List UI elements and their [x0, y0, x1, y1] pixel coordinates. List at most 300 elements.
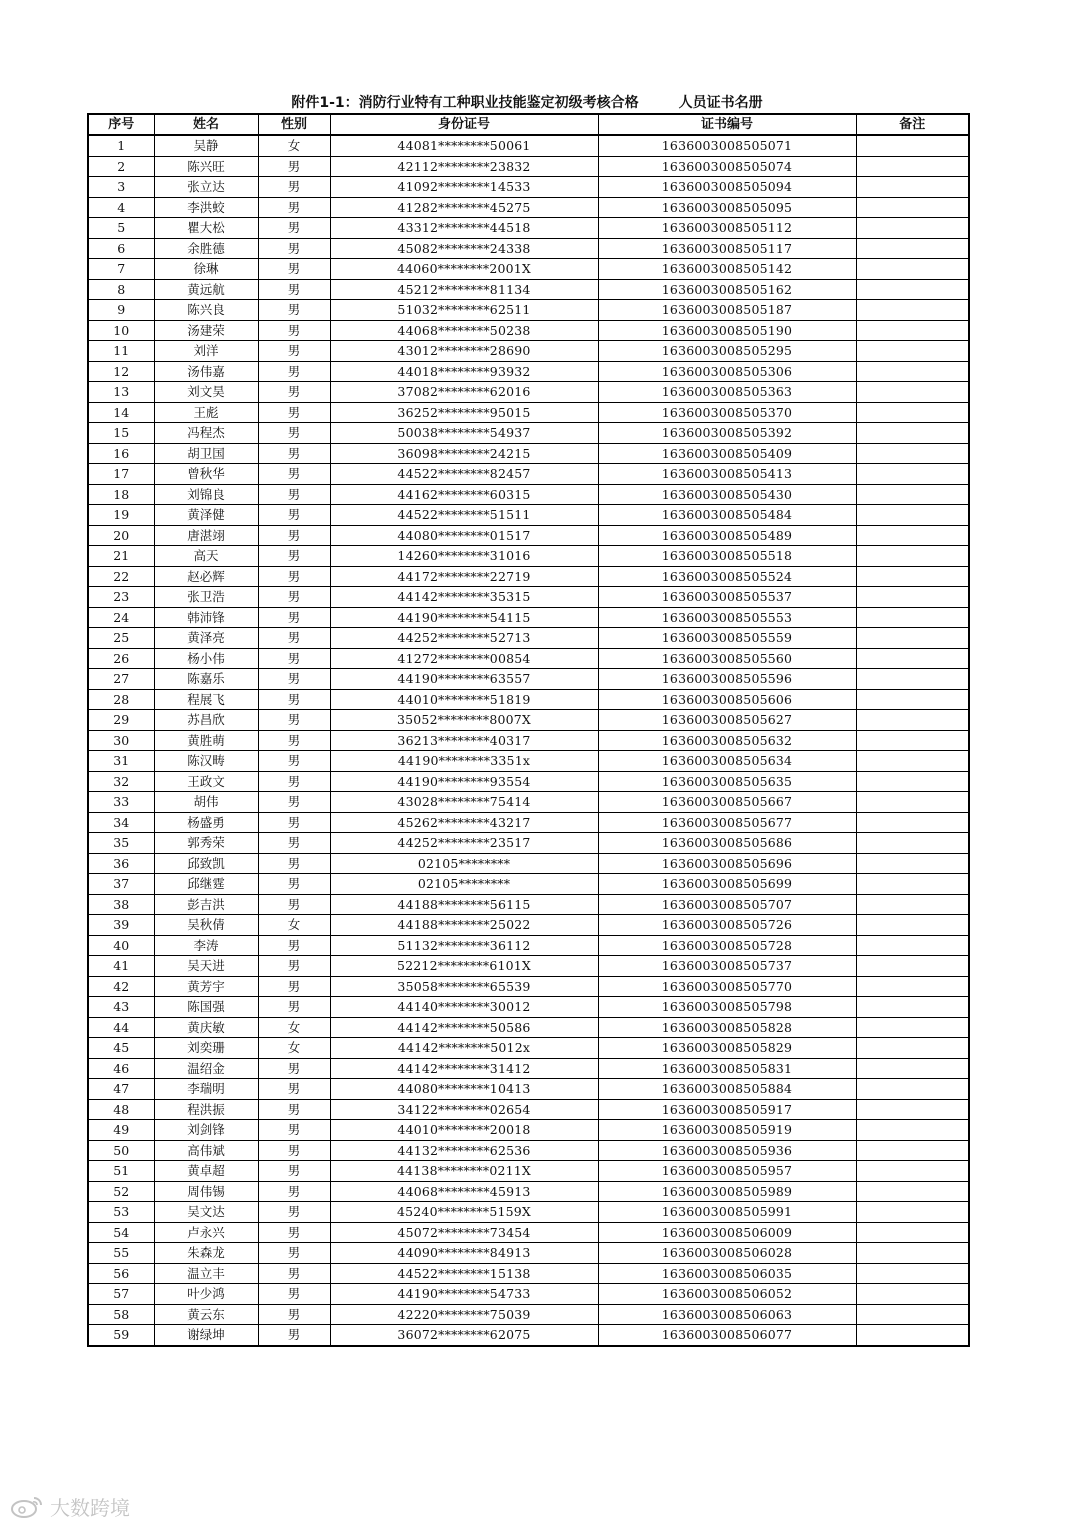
certificate-number: 1636003008505306	[598, 361, 856, 382]
row-index: 20	[88, 525, 154, 546]
remarks	[856, 1325, 969, 1346]
id-number: 44090********84913	[330, 1243, 598, 1264]
table-row	[88, 730, 969, 751]
table-row	[88, 751, 969, 772]
id-number: 44018********93932	[330, 361, 598, 382]
certificate-number: 1636003008505071	[598, 135, 856, 156]
certificate-number: 1636003008505829	[598, 1038, 856, 1059]
person-name: 程洪振	[154, 1099, 258, 1120]
row-index: 16	[88, 443, 154, 464]
certificate-number: 1636003008505696	[598, 853, 856, 874]
table-row	[88, 792, 969, 813]
remarks	[856, 853, 969, 874]
person-name: 徐琳	[154, 259, 258, 280]
gender: 男	[258, 771, 330, 792]
row-index: 21	[88, 546, 154, 567]
remarks	[856, 259, 969, 280]
header-index: 序号	[88, 114, 154, 135]
table-row	[88, 1079, 969, 1100]
table-row	[88, 1325, 969, 1346]
table-row	[88, 279, 969, 300]
gender: 男	[258, 525, 330, 546]
certificate-number: 1636003008505190	[598, 320, 856, 341]
table-row	[88, 135, 969, 156]
certificate-number: 1636003008505667	[598, 792, 856, 813]
person-name: 赵必辉	[154, 566, 258, 587]
row-index: 13	[88, 382, 154, 403]
person-name: 吴文达	[154, 1202, 258, 1223]
certificate-number: 1636003008505798	[598, 997, 856, 1018]
person-name: 胡伟	[154, 792, 258, 813]
id-number: 43028********75414	[330, 792, 598, 813]
row-index: 34	[88, 812, 154, 833]
remarks	[856, 402, 969, 423]
gender: 男	[258, 197, 330, 218]
remarks	[856, 1161, 969, 1182]
certificate-number: 1636003008505770	[598, 976, 856, 997]
certificate-number: 1636003008505489	[598, 525, 856, 546]
gender: 男	[258, 566, 330, 587]
gender: 男	[258, 320, 330, 341]
person-name: 叶少鸿	[154, 1284, 258, 1305]
row-index: 57	[88, 1284, 154, 1305]
certificate-number: 1636003008505112	[598, 218, 856, 239]
gender: 男	[258, 935, 330, 956]
remarks	[856, 587, 969, 608]
row-index: 8	[88, 279, 154, 300]
person-name: 黄胜萌	[154, 730, 258, 751]
id-number: 52212********6101X	[330, 956, 598, 977]
table-row	[88, 915, 969, 936]
header-gender: 性别	[258, 114, 330, 135]
table-row	[88, 443, 969, 464]
row-index: 22	[88, 566, 154, 587]
person-name: 杨盛勇	[154, 812, 258, 833]
row-index: 50	[88, 1140, 154, 1161]
gender: 男	[258, 546, 330, 567]
remarks	[856, 976, 969, 997]
id-number: 44172********22719	[330, 566, 598, 587]
id-number: 44188********56115	[330, 894, 598, 915]
id-number: 45262********43217	[330, 812, 598, 833]
remarks	[856, 546, 969, 567]
gender: 男	[258, 1079, 330, 1100]
gender: 女	[258, 1017, 330, 1038]
table-row	[88, 1284, 969, 1305]
certificate-number: 1636003008505187	[598, 300, 856, 321]
gender: 男	[258, 177, 330, 198]
remarks	[856, 730, 969, 751]
certificate-number: 1636003008505074	[598, 156, 856, 177]
id-number: 44060********2001X	[330, 259, 598, 280]
person-name: 郭秀荣	[154, 833, 258, 854]
table-row	[88, 546, 969, 567]
table-row	[88, 853, 969, 874]
id-number: 44522********51511	[330, 505, 598, 526]
remarks	[856, 1263, 969, 1284]
person-name: 余胜德	[154, 238, 258, 259]
remarks	[856, 566, 969, 587]
person-name: 陈国强	[154, 997, 258, 1018]
row-index: 14	[88, 402, 154, 423]
id-number: 43312********44518	[330, 218, 598, 239]
gender: 男	[258, 587, 330, 608]
person-name: 李洪蛟	[154, 197, 258, 218]
remarks	[856, 1058, 969, 1079]
gender: 男	[258, 218, 330, 239]
person-name: 黄庆敏	[154, 1017, 258, 1038]
remarks	[856, 607, 969, 628]
gender: 男	[258, 484, 330, 505]
table-row	[88, 1058, 969, 1079]
weibo-logo-icon	[10, 1494, 44, 1518]
certificate-number: 1636003008505917	[598, 1099, 856, 1120]
remarks	[856, 464, 969, 485]
table-row	[88, 484, 969, 505]
header-remarks: 备注	[856, 114, 969, 135]
row-index: 38	[88, 894, 154, 915]
gender: 男	[258, 1325, 330, 1346]
person-name: 瞿大松	[154, 218, 258, 239]
gender: 男	[258, 648, 330, 669]
person-name: 邱继霆	[154, 874, 258, 895]
table-row	[88, 997, 969, 1018]
id-number: 14260********31016	[330, 546, 598, 567]
person-name: 程展飞	[154, 689, 258, 710]
table-row	[88, 1304, 969, 1325]
table-row	[88, 628, 969, 649]
remarks	[856, 710, 969, 731]
certificate-number: 1636003008506009	[598, 1222, 856, 1243]
document-title	[86, 93, 968, 113]
gender: 男	[258, 956, 330, 977]
table-row	[88, 423, 969, 444]
row-index: 35	[88, 833, 154, 854]
table-row	[88, 833, 969, 854]
table-row	[88, 1017, 969, 1038]
row-index: 54	[88, 1222, 154, 1243]
table-row	[88, 1243, 969, 1264]
table-row	[88, 505, 969, 526]
header-id-number: 身份证号	[330, 114, 598, 135]
certificate-number: 1636003008505553	[598, 607, 856, 628]
table-row	[88, 607, 969, 628]
remarks	[856, 1222, 969, 1243]
certificate-number: 1636003008505884	[598, 1079, 856, 1100]
remarks	[856, 1099, 969, 1120]
remarks	[856, 1181, 969, 1202]
id-number: 44132********62536	[330, 1140, 598, 1161]
table-row	[88, 1161, 969, 1182]
remarks	[856, 1120, 969, 1141]
remarks	[856, 833, 969, 854]
row-index: 25	[88, 628, 154, 649]
remarks	[856, 156, 969, 177]
gender: 男	[258, 833, 330, 854]
certificate-number: 1636003008505726	[598, 915, 856, 936]
certificate-number: 1636003008505707	[598, 894, 856, 915]
remarks	[856, 689, 969, 710]
certificate-number: 1636003008505095	[598, 197, 856, 218]
gender: 男	[258, 997, 330, 1018]
gender: 男	[258, 689, 330, 710]
remarks	[856, 135, 969, 156]
remarks	[856, 218, 969, 239]
gender: 男	[258, 1120, 330, 1141]
table-row	[88, 1202, 969, 1223]
person-name: 陈兴旺	[154, 156, 258, 177]
certificate-number: 1636003008505627	[598, 710, 856, 731]
certificate-number: 1636003008505936	[598, 1140, 856, 1161]
id-number: 36252********95015	[330, 402, 598, 423]
row-index: 26	[88, 648, 154, 669]
id-number: 44068********50238	[330, 320, 598, 341]
row-index: 49	[88, 1120, 154, 1141]
gender: 男	[258, 505, 330, 526]
id-number: 44142********31412	[330, 1058, 598, 1079]
person-name: 黄远航	[154, 279, 258, 300]
table-row	[88, 976, 969, 997]
table-row	[88, 525, 969, 546]
remarks	[856, 300, 969, 321]
gender: 男	[258, 279, 330, 300]
table-row	[88, 669, 969, 690]
gender: 男	[258, 710, 330, 731]
table-row	[88, 197, 969, 218]
certificate-number: 1636003008505991	[598, 1202, 856, 1223]
row-index: 52	[88, 1181, 154, 1202]
table-row	[88, 566, 969, 587]
row-index: 28	[88, 689, 154, 710]
person-name: 李瑞明	[154, 1079, 258, 1100]
person-name: 刘文昊	[154, 382, 258, 403]
gender: 女	[258, 135, 330, 156]
row-index: 40	[88, 935, 154, 956]
table-row	[88, 1120, 969, 1141]
remarks	[856, 238, 969, 259]
person-name: 吴秋倩	[154, 915, 258, 936]
gender: 男	[258, 812, 330, 833]
person-name: 胡卫国	[154, 443, 258, 464]
id-number: 02105********	[330, 853, 598, 874]
row-index: 59	[88, 1325, 154, 1346]
row-index: 39	[88, 915, 154, 936]
id-number: 02105********	[330, 874, 598, 895]
certificate-number: 1636003008505392	[598, 423, 856, 444]
row-index: 55	[88, 1243, 154, 1264]
row-index: 58	[88, 1304, 154, 1325]
person-name: 邱致凯	[154, 853, 258, 874]
certificate-number: 1636003008505699	[598, 874, 856, 895]
remarks	[856, 1284, 969, 1305]
row-index: 17	[88, 464, 154, 485]
person-name: 张立达	[154, 177, 258, 198]
id-number: 44081********50061	[330, 135, 598, 156]
row-index: 46	[88, 1058, 154, 1079]
remarks	[856, 1017, 969, 1038]
person-name: 陈嘉乐	[154, 669, 258, 690]
row-index: 24	[88, 607, 154, 628]
remarks	[856, 1243, 969, 1264]
certificate-number: 1636003008505606	[598, 689, 856, 710]
person-name: 高伟斌	[154, 1140, 258, 1161]
table-row	[88, 382, 969, 403]
person-name: 周伟锡	[154, 1181, 258, 1202]
person-name: 陈兴良	[154, 300, 258, 321]
gender: 男	[258, 1058, 330, 1079]
gender: 男	[258, 464, 330, 485]
row-index: 31	[88, 751, 154, 772]
gender: 男	[258, 259, 330, 280]
remarks	[856, 751, 969, 772]
remarks	[856, 792, 969, 813]
id-number: 44522********15138	[330, 1263, 598, 1284]
table-row	[88, 894, 969, 915]
certificate-number: 1636003008505686	[598, 833, 856, 854]
gender: 女	[258, 1038, 330, 1059]
id-number: 44010********51819	[330, 689, 598, 710]
row-index: 27	[88, 669, 154, 690]
row-index: 11	[88, 341, 154, 362]
person-name: 刘锦良	[154, 484, 258, 505]
table-row	[88, 218, 969, 239]
certificate-number: 1636003008505370	[598, 402, 856, 423]
certificate-number: 1636003008505919	[598, 1120, 856, 1141]
remarks	[856, 1140, 969, 1161]
remarks	[856, 894, 969, 915]
gender: 男	[258, 1202, 330, 1223]
person-name: 杨小伟	[154, 648, 258, 669]
remarks	[856, 320, 969, 341]
certificate-number: 1636003008505295	[598, 341, 856, 362]
id-number: 44522********82457	[330, 464, 598, 485]
id-number: 44142********50586	[330, 1017, 598, 1038]
remarks	[856, 1202, 969, 1223]
remarks	[856, 771, 969, 792]
certificate-number: 1636003008505094	[598, 177, 856, 198]
remarks	[856, 361, 969, 382]
row-index: 56	[88, 1263, 154, 1284]
person-name: 温立丰	[154, 1263, 258, 1284]
person-name: 王彪	[154, 402, 258, 423]
id-number: 41282********45275	[330, 197, 598, 218]
id-number: 44252********52713	[330, 628, 598, 649]
id-number: 44190********54733	[330, 1284, 598, 1305]
row-index: 36	[88, 853, 154, 874]
certificate-number: 1636003008506035	[598, 1263, 856, 1284]
table-row	[88, 156, 969, 177]
table-row	[88, 1181, 969, 1202]
person-name: 黄泽健	[154, 505, 258, 526]
row-index: 15	[88, 423, 154, 444]
gender: 男	[258, 1222, 330, 1243]
remarks	[856, 628, 969, 649]
table-row	[88, 689, 969, 710]
id-number: 44190********54115	[330, 607, 598, 628]
id-number: 44252********23517	[330, 833, 598, 854]
id-number: 44190********3351x	[330, 751, 598, 772]
row-index: 18	[88, 484, 154, 505]
remarks	[856, 935, 969, 956]
row-index: 12	[88, 361, 154, 382]
gender: 女	[258, 915, 330, 936]
certificate-number: 1636003008506063	[598, 1304, 856, 1325]
table-row	[88, 1038, 969, 1059]
person-name: 王政文	[154, 771, 258, 792]
row-index: 48	[88, 1099, 154, 1120]
table-row	[88, 320, 969, 341]
row-index: 37	[88, 874, 154, 895]
header-name: 姓名	[154, 114, 258, 135]
person-name: 刘剑锋	[154, 1120, 258, 1141]
gender: 男	[258, 238, 330, 259]
row-index: 43	[88, 997, 154, 1018]
certificate-number: 1636003008505524	[598, 566, 856, 587]
remarks	[856, 443, 969, 464]
id-number: 44162********60315	[330, 484, 598, 505]
id-number: 44142********5012x	[330, 1038, 598, 1059]
id-number: 44080********10413	[330, 1079, 598, 1100]
table-row	[88, 1140, 969, 1161]
certificate-number: 1636003008505634	[598, 751, 856, 772]
id-number: 45240********5159X	[330, 1202, 598, 1223]
person-name: 苏昌欣	[154, 710, 258, 731]
remarks	[856, 915, 969, 936]
certificate-number: 1636003008505518	[598, 546, 856, 567]
gender: 男	[258, 423, 330, 444]
certificate-number: 1636003008505632	[598, 730, 856, 751]
id-number: 34122********02654	[330, 1099, 598, 1120]
row-index: 1	[88, 135, 154, 156]
table-row	[88, 341, 969, 362]
id-number: 36213********40317	[330, 730, 598, 751]
person-name: 朱森龙	[154, 1243, 258, 1264]
person-name: 刘奕珊	[154, 1038, 258, 1059]
certificate-number: 1636003008505737	[598, 956, 856, 977]
certificate-roster-table	[87, 113, 970, 1347]
person-name: 黄泽亮	[154, 628, 258, 649]
remarks	[856, 525, 969, 546]
certificate-number: 1636003008506052	[598, 1284, 856, 1305]
table-row	[88, 238, 969, 259]
certificate-number: 1636003008505677	[598, 812, 856, 833]
person-name: 曾秋华	[154, 464, 258, 485]
person-name: 刘洋	[154, 341, 258, 362]
person-name: 谢绿坤	[154, 1325, 258, 1346]
gender: 男	[258, 443, 330, 464]
table-row	[88, 464, 969, 485]
id-number: 41092********14533	[330, 177, 598, 198]
gender: 男	[258, 730, 330, 751]
person-name: 温绍金	[154, 1058, 258, 1079]
row-index: 30	[88, 730, 154, 751]
certificate-number: 1636003008505989	[598, 1181, 856, 1202]
id-number: 44080********01517	[330, 525, 598, 546]
row-index: 29	[88, 710, 154, 731]
remarks	[856, 382, 969, 403]
certificate-number: 1636003008505430	[598, 484, 856, 505]
id-number: 35058********65539	[330, 976, 598, 997]
table-row	[88, 1099, 969, 1120]
table-row	[88, 956, 969, 977]
row-index: 51	[88, 1161, 154, 1182]
header-certificate-number: 证书编号	[598, 114, 856, 135]
remarks	[856, 197, 969, 218]
id-number: 41272********00854	[330, 648, 598, 669]
person-name: 张卫浩	[154, 587, 258, 608]
person-name: 黄云东	[154, 1304, 258, 1325]
row-index: 42	[88, 976, 154, 997]
